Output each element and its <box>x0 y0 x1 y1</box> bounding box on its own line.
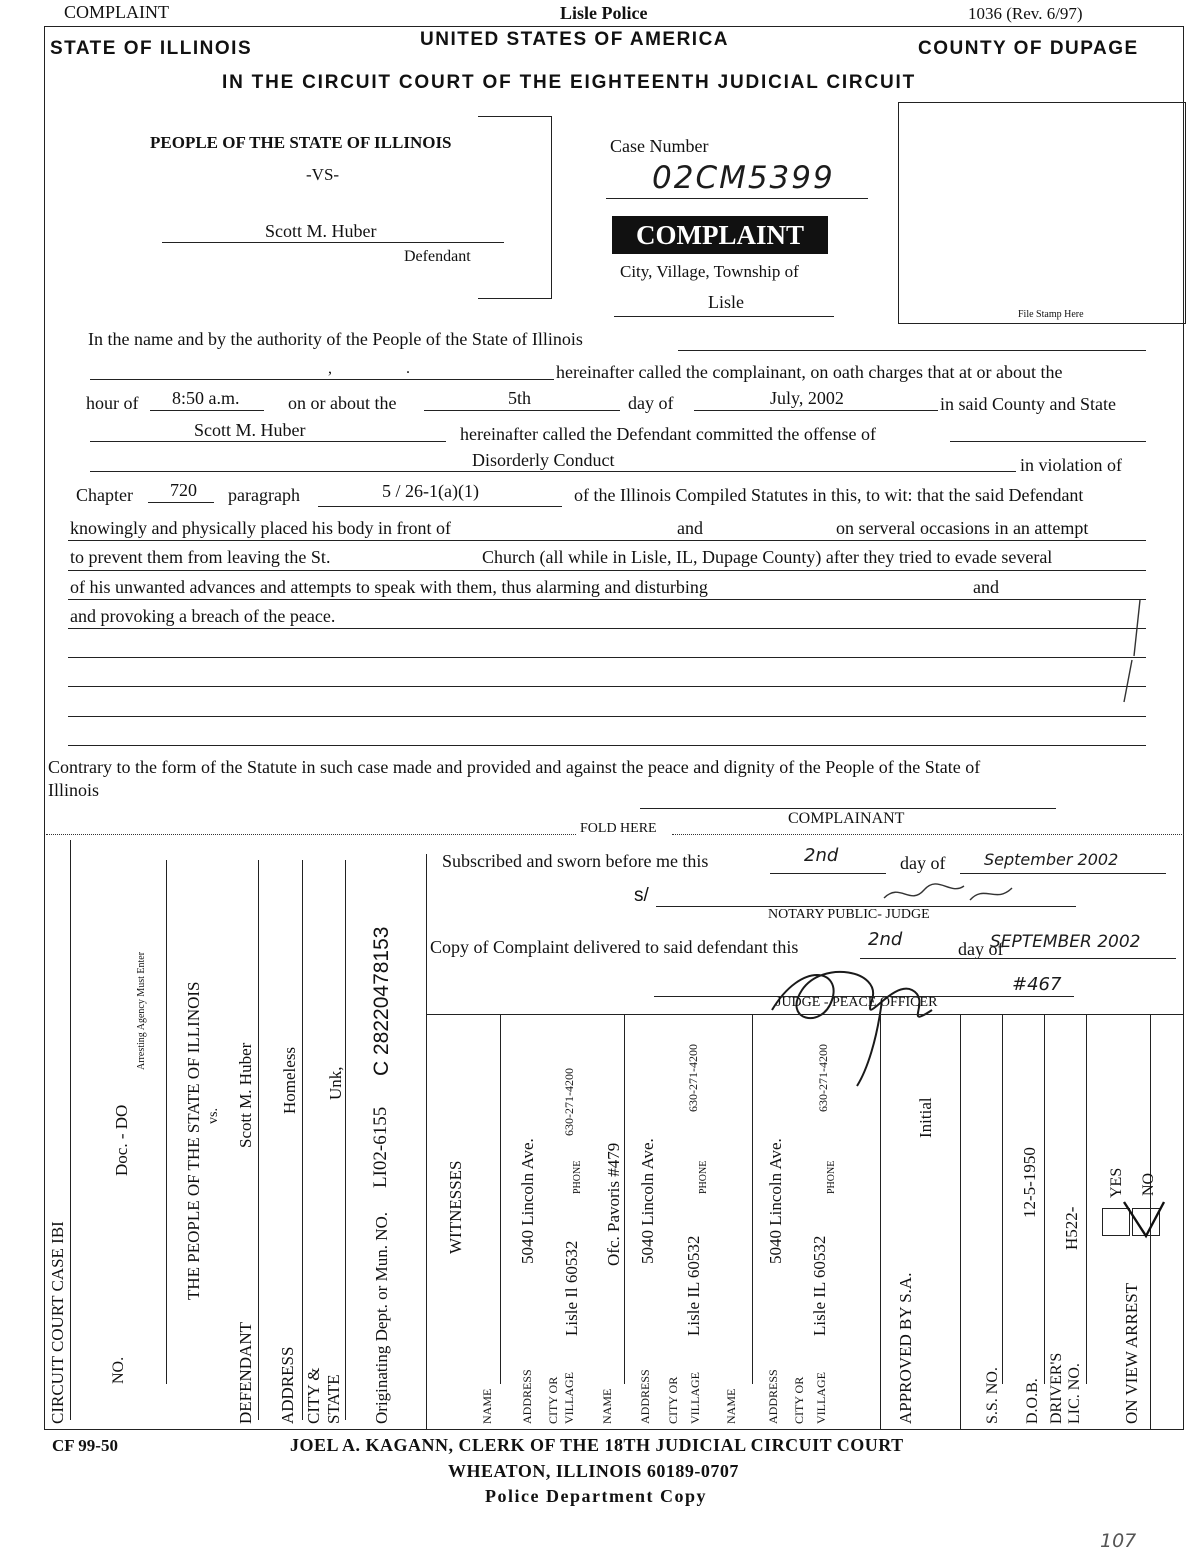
defendant-name: Scott M. Huber <box>265 221 377 241</box>
narrative-rule-1 <box>68 540 1146 541</box>
narrative-line-1a: knowingly and physically placed his body in front of <box>70 518 451 538</box>
intro-text: In the name and by the authority of the People of the State of Illinois <box>88 329 583 349</box>
body-defendant-line <box>90 441 446 442</box>
fold-line-right <box>672 834 1184 835</box>
paragraph-value: 5 / 26-1(a)(1) <box>382 481 479 501</box>
case-number-line <box>606 198 868 199</box>
caption-bracket <box>551 116 552 299</box>
dob-value: 12-5-1950 <box>1020 1147 1039 1218</box>
doc-value: Doc. - DO <box>112 1104 131 1176</box>
chapter-line <box>148 502 214 503</box>
footer-address: WHEATON, ILLINOIS 60189-0707 <box>448 1461 739 1481</box>
contrary-text-1: Contrary to the form of the Statute in such case made and provided and against the peace and dignity of the People of the State of <box>48 757 981 777</box>
left-rule-1 <box>70 840 71 1420</box>
no-label: NO <box>1140 1172 1157 1196</box>
footer-copy: Police Department Copy <box>485 1486 707 1506</box>
witness-3-city: Lisle IL 60532 <box>810 1235 829 1336</box>
witness-3-city-label-1: CITY OR <box>792 1376 806 1424</box>
subscribed-text: Subscribed and sworn before me this <box>442 851 709 871</box>
complainant-label: COMPLAINANT <box>788 810 905 827</box>
left-address-label: ADDRESS <box>278 1346 297 1424</box>
hour-label: hour of <box>86 393 139 413</box>
fold-label: FOLD HERE <box>580 821 657 836</box>
c-number: C 28220478153 <box>370 926 393 1076</box>
body-defendant-value: Scott M. Huber <box>194 420 306 440</box>
fold-line-left <box>46 834 576 835</box>
footer-form: CF 99-50 <box>52 1436 118 1455</box>
witness-2-city-label-1: CITY OR <box>666 1376 680 1424</box>
orig-value: LI02-6155 <box>370 1106 391 1188</box>
versus: -VS- <box>306 165 340 184</box>
narrative-line-2b: Church (all while in Lisle, IL, Dupage County) after they tried to evade several <box>482 547 1053 567</box>
paragraph-label: paragraph <box>228 485 300 505</box>
notary-label: NOTARY PUBLIC- JUDGE <box>768 907 930 922</box>
municipality-line <box>614 316 834 317</box>
contrary-text-2: Illinois <box>48 780 100 800</box>
witness-3-name-label: NAME <box>724 1388 738 1424</box>
subscribed-day: 2nd <box>804 845 839 866</box>
municipality-label: City, Village, Township of <box>620 262 799 281</box>
narrative-line-1b: and <box>677 518 703 538</box>
signature-prefix: s/ <box>634 885 649 906</box>
right-rule-2 <box>1002 1014 1003 1384</box>
approved-label: APPROVED BY S.A. <box>896 1272 915 1424</box>
witness-rule-4 <box>880 1014 881 1430</box>
witness-rule-2 <box>624 1014 625 1384</box>
county-state-text: in said County and State <box>940 394 1116 414</box>
on-about-label: on or about the <box>288 393 397 413</box>
agency-label: Lisle Police <box>560 3 648 23</box>
officer-label: JUDGE - PEACE OFFICER <box>776 995 938 1010</box>
witness-3-phone: 630-271-4200 <box>816 1044 830 1112</box>
complainant-sign-line <box>640 808 1056 809</box>
left-rule-4 <box>302 860 303 1420</box>
complaint-banner: COMPLAINT <box>612 216 828 254</box>
agency-note: Arresting Agency Must Enter <box>136 951 147 1070</box>
municipality-value: Lisle <box>708 292 744 312</box>
left-rule-5 <box>345 860 346 1420</box>
country-heading: UNITED STATES OF AMERICA <box>420 29 730 50</box>
witness-3-address-label: ADDRESS <box>766 1369 780 1424</box>
witness-1-name-label: NAME <box>480 1388 494 1424</box>
complainant-line-2 <box>90 379 554 380</box>
dl-label-2: LIC. NO. <box>1066 1363 1083 1424</box>
officer-signature <box>762 950 1022 1090</box>
witness-1-phone: 630-271-4200 <box>562 1068 576 1136</box>
offense-line-2 <box>90 471 1016 472</box>
witness-top-rule <box>426 1014 1184 1015</box>
left-defendant-label: DEFENDANT <box>236 1322 255 1424</box>
case-number-value: 02CM5399 <box>652 160 835 196</box>
offense-value: Disorderly Conduct <box>472 450 615 470</box>
left-rule-2 <box>166 860 167 1384</box>
left-rule-3 <box>258 860 259 1420</box>
form-code: 1036 (Rev. 6/97) <box>968 4 1083 23</box>
caption-bracket-bottom <box>478 298 552 299</box>
chapter-value: 720 <box>170 480 197 500</box>
left-city-label-2: STATE <box>324 1374 343 1424</box>
subscribed-month-line <box>960 873 1166 874</box>
file-stamp-box <box>898 102 1186 324</box>
narrative-rule-2 <box>68 570 1146 571</box>
plaintiff: PEOPLE OF THE STATE OF ILLINOIS <box>150 133 452 152</box>
defendant-line <box>162 242 504 243</box>
caption-bracket-top <box>478 116 552 117</box>
approved-initial: Initial <box>916 1097 935 1138</box>
witness-2-name: Ofc. Pavoris #479 <box>604 1142 623 1266</box>
right-rule-4 <box>1086 1014 1087 1384</box>
narrative-rule-7 <box>68 716 1146 717</box>
copy-month: SEPTEMBER 2002 <box>990 932 1141 952</box>
view-arrest-label: ON VIEW ARREST <box>1122 1282 1141 1424</box>
panel-divider <box>426 854 427 1430</box>
narrative-line-3a: of his unwanted advances and attempts to speak with them, thus alarming and disturbing <box>70 577 708 597</box>
name-dot: . <box>406 360 410 377</box>
left-address-value: Homeless <box>280 1046 299 1114</box>
witness-2-city-label-2: VILLAGE <box>688 1372 702 1424</box>
left-city-label-1: CITY & <box>304 1367 323 1424</box>
orig-label: Originating Dept. or Mun. NO. <box>372 1211 391 1424</box>
narrative-line-4: and provoking a breach of the peace. <box>70 606 336 626</box>
witness-rule-1 <box>500 1014 501 1384</box>
people-label: THE PEOPLE OF THE STATE OF ILLINOIS <box>184 981 203 1300</box>
hour-value: 8:50 a.m. <box>172 388 240 408</box>
officer-badge: #467 <box>1012 974 1062 995</box>
witness-1-city-label-1: CITY OR <box>546 1376 560 1424</box>
dob-label: D.O.B. <box>1024 1378 1041 1424</box>
closing-mark <box>1116 596 1146 706</box>
no-check-mark <box>1120 1196 1168 1244</box>
left-vs: vs. <box>206 1108 221 1124</box>
footer-clerk: JOEL A. KAGANN, CLERK OF THE 18TH JUDICIAL CIRCUIT COURT <box>290 1435 904 1455</box>
narrative-line-2a: to prevent them from leaving the St. <box>70 547 331 567</box>
narrative-rule-6 <box>68 686 1146 687</box>
complainant-text: hereinafter called the complainant, on oath charges that at or about the <box>556 362 1063 382</box>
day-of-label: day of <box>628 393 674 413</box>
narrative-rule-5 <box>68 657 1146 658</box>
chapter-label: Chapter <box>76 485 133 505</box>
witness-rule-3 <box>752 1014 753 1384</box>
narrative-line-1c: on serveral occasions in an attempt <box>836 518 1089 538</box>
dl-label-1: DRIVER'S <box>1048 1352 1065 1424</box>
witness-3-phone-label: PHONE <box>826 1160 837 1194</box>
hour-line <box>150 410 264 411</box>
left-city-value: Unk, <box>326 1066 345 1100</box>
subscribed-day-of: day of <box>900 853 946 873</box>
witness-2-phone: 630-271-4200 <box>686 1044 700 1112</box>
offense-text: hereinafter called the Defendant committed the offense of <box>460 424 876 444</box>
dl-value: H522- <box>1062 1206 1081 1250</box>
subscribed-day-line <box>770 873 886 874</box>
witness-2-address-label: ADDRESS <box>638 1369 652 1424</box>
complainant-line-1 <box>678 350 1146 351</box>
month-line <box>694 410 938 411</box>
month-year-value: July, 2002 <box>770 388 844 408</box>
left-defendant-value: Scott M. Huber <box>236 1042 255 1148</box>
court-heading: IN THE CIRCUIT COURT OF THE EIGHTEENTH JUDICIAL CIRCUIT <box>222 72 916 93</box>
day-value: 5th <box>508 388 532 408</box>
top-left-label: COMPLAINT <box>64 2 170 22</box>
witness-1-address-label: ADDRESS <box>520 1369 534 1424</box>
witness-1-address: 5040 Lincoln Ave. <box>518 1138 537 1264</box>
witness-2-address: 5040 Lincoln Ave. <box>638 1138 657 1264</box>
paragraph-line <box>318 506 562 507</box>
narrative-rule-4 <box>68 628 1146 629</box>
witness-2-city: Lisle IL 60532 <box>684 1235 703 1336</box>
violation-text: in violation of <box>1020 455 1122 475</box>
ss-label: S.S. NO. <box>984 1367 1001 1424</box>
narrative-rule-8 <box>68 745 1146 746</box>
page-mark: 107 <box>1100 1530 1137 1552</box>
witness-1-city: Lisle Il 60532 <box>562 1240 581 1336</box>
yes-label: YES <box>1108 1167 1125 1198</box>
left-no-label: NO. <box>110 1356 127 1384</box>
copy-day: 2nd <box>868 929 903 950</box>
statutes-text: of the Illinois Compiled Statutes in this, to wit: that the said Defendant <box>574 485 1084 505</box>
witnesses-header: WITNESSES <box>446 1160 465 1254</box>
witness-2-name-label: NAME <box>600 1388 614 1424</box>
right-rule-1 <box>960 1014 961 1430</box>
defendant-label: Defendant <box>404 248 471 265</box>
offense-line-1 <box>950 441 1146 442</box>
witness-3-address: 5040 Lincoln Ave. <box>766 1138 785 1264</box>
right-rule-3 <box>1044 1014 1045 1384</box>
state-heading: STATE OF ILLINOIS <box>50 38 253 59</box>
witness-3-city-label-2: VILLAGE <box>814 1372 828 1424</box>
witness-1-city-label-2: VILLAGE <box>562 1372 576 1424</box>
county-heading: COUNTY OF DUPAGE <box>918 38 1139 59</box>
subscribed-month: September 2002 <box>984 850 1119 869</box>
witness-1-phone-label: PHONE <box>572 1160 583 1194</box>
name-comma: , <box>328 360 332 377</box>
day-line <box>424 410 620 411</box>
case-number-label: Case Number <box>610 136 709 156</box>
copy-delivered-text: Copy of Complaint delivered to said defendant this <box>430 937 799 957</box>
narrative-line-3b: and <box>973 577 999 597</box>
witness-2-phone-label: PHONE <box>698 1160 709 1194</box>
file-stamp-label: File Stamp Here <box>1018 309 1084 320</box>
copy-day-of: day of <box>958 939 1004 959</box>
case-ibi-label: CIRCUIT COURT CASE IBI <box>48 1221 67 1424</box>
narrative-rule-3 <box>68 599 1146 600</box>
